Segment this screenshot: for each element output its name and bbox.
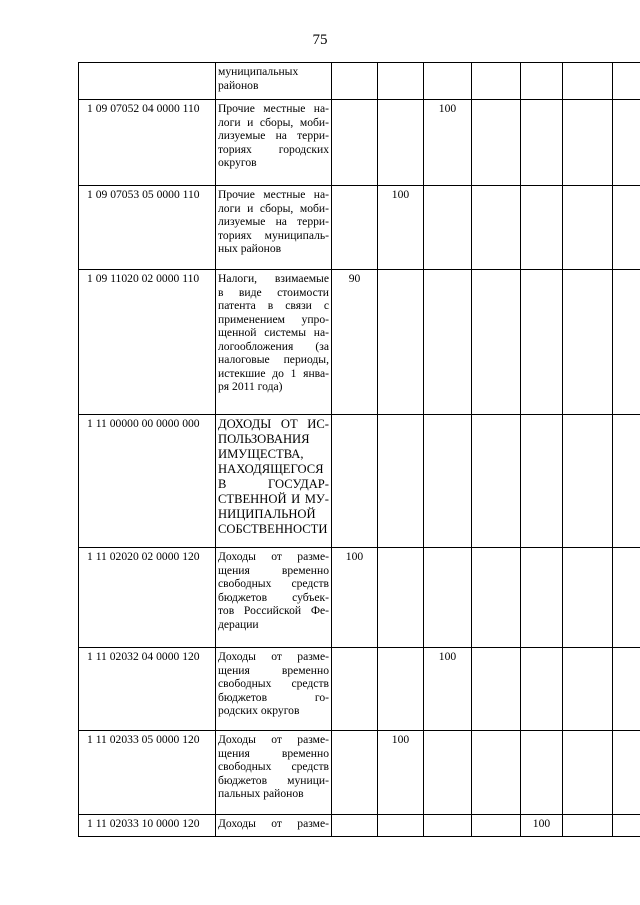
income-description xyxy=(216,548,332,648)
norm-value-cell xyxy=(332,100,378,186)
classification-code: 1 09 07053 05 0000 110 xyxy=(79,186,216,270)
norm-value-cell xyxy=(424,270,472,415)
norm-value-cell xyxy=(563,548,613,648)
description-line: СТВЕННОЙ И МУ- xyxy=(218,492,329,506)
income-description xyxy=(216,100,332,186)
norm-value-cell xyxy=(332,648,378,731)
income-description xyxy=(216,415,332,548)
norm-value-cell xyxy=(472,731,521,815)
table-row xyxy=(79,548,640,648)
page-number: 75 xyxy=(312,32,328,48)
table-row xyxy=(79,415,640,548)
classification-code xyxy=(79,63,216,100)
norm-value-cell xyxy=(613,815,640,837)
norm-value-cell xyxy=(424,63,472,100)
description-line: щения временно xyxy=(218,746,329,760)
description-line: родских округов xyxy=(218,704,300,717)
description-line: в виде стоимости xyxy=(218,285,329,299)
norm-value-cell xyxy=(563,731,613,815)
norm-value-cell: 100 xyxy=(521,815,563,837)
description-line: Доходы от разме- xyxy=(218,650,329,663)
description-line: лизуемые на терри- xyxy=(218,129,329,142)
norm-value-cell xyxy=(563,815,613,837)
description-line: щения временно xyxy=(218,563,329,577)
description-line: Доходы от разме- xyxy=(218,733,329,746)
norm-value-cell xyxy=(378,415,424,548)
description-line: ря 2011 года) xyxy=(218,380,283,393)
description-line: бюджетов субъек- xyxy=(218,590,329,604)
description-line: бюджетов го- xyxy=(218,690,329,704)
description-line: ториях городских xyxy=(218,142,329,156)
norm-value-cell xyxy=(472,415,521,548)
description-line: ПОЛЬЗОВАНИЯ xyxy=(218,432,310,446)
income-description xyxy=(216,815,332,837)
description-line: свободных средств xyxy=(218,760,329,773)
description-line: пальных районов xyxy=(218,787,304,800)
norm-value-cell xyxy=(378,270,424,415)
norm-value-cell xyxy=(613,100,640,186)
description-line: Доходы от разме- xyxy=(218,550,329,563)
norm-value-cell xyxy=(472,186,521,270)
norm-value-cell xyxy=(613,548,640,648)
norm-value-cell xyxy=(521,415,563,548)
norm-value-cell xyxy=(613,63,640,100)
classification-code: 1 11 02020 02 0000 120 xyxy=(79,548,216,648)
norm-value-cell xyxy=(472,63,521,100)
norm-value-cell xyxy=(563,100,613,186)
income-description xyxy=(216,63,332,100)
norm-value-cell: 100 xyxy=(378,731,424,815)
description-line: Прочие местные на- xyxy=(218,102,329,115)
description-line: НАХОДЯЩЕГОСЯ xyxy=(218,462,324,476)
norm-value-cell xyxy=(521,648,563,731)
norm-value-cell xyxy=(378,648,424,731)
classification-code: 1 09 07052 04 0000 110 xyxy=(79,100,216,186)
norm-value-cell xyxy=(332,415,378,548)
description-line: патента в связи с xyxy=(218,299,329,312)
table-row xyxy=(79,63,640,100)
norm-value-cell: 100 xyxy=(424,648,472,731)
description-line: СОБСТВЕННОСТИ xyxy=(218,522,328,536)
norm-value-cell xyxy=(378,63,424,100)
norm-value-cell xyxy=(613,270,640,415)
norm-value-cell xyxy=(332,63,378,100)
norm-value-cell xyxy=(378,548,424,648)
description-line: свободных средств xyxy=(218,677,329,690)
description-line: щения временно xyxy=(218,663,329,677)
description-line: муниципальных xyxy=(218,65,299,78)
classification-code: 1 09 11020 02 0000 110 xyxy=(79,270,216,415)
norm-value-cell xyxy=(378,815,424,837)
description-line: логообложения (за xyxy=(218,339,329,353)
income-description xyxy=(216,186,332,270)
description-line: Доходы от разме- xyxy=(218,817,329,830)
norm-value-cell xyxy=(332,731,378,815)
norm-value-cell xyxy=(521,731,563,815)
norm-value-cell: 90 xyxy=(332,270,378,415)
table-row xyxy=(79,100,640,186)
description-line: тов Российской Фе- xyxy=(218,604,329,617)
norm-value-cell xyxy=(563,186,613,270)
description-line: свободных средств xyxy=(218,577,329,590)
description-line: ных районов xyxy=(218,242,282,255)
norm-value-cell xyxy=(521,270,563,415)
classification-code: 1 11 02032 04 0000 120 xyxy=(79,648,216,731)
description-line: ИМУЩЕСТВА, xyxy=(218,447,304,461)
description-line: В ГОСУДАР- xyxy=(218,477,329,491)
norm-value-cell xyxy=(521,100,563,186)
norm-value-cell xyxy=(563,415,613,548)
norm-value-cell xyxy=(521,548,563,648)
table-row xyxy=(79,815,640,837)
description-line: бюджетов муници- xyxy=(218,773,329,787)
table-row xyxy=(79,270,640,415)
description-line: Прочие местные на- xyxy=(218,188,329,201)
classification-code: 1 11 02033 10 0000 120 xyxy=(79,815,216,837)
norm-value-cell xyxy=(424,415,472,548)
norm-value-cell xyxy=(472,648,521,731)
norm-value-cell xyxy=(563,648,613,731)
description-line: ториях муниципаль- xyxy=(218,228,329,242)
description-line: районов xyxy=(218,78,259,92)
classification-code: 1 11 02033 05 0000 120 xyxy=(79,731,216,815)
norm-value-cell: 100 xyxy=(332,548,378,648)
norm-value-cell xyxy=(613,648,640,731)
norm-value-cell xyxy=(424,186,472,270)
description-line: налоговые периоды, xyxy=(218,353,329,366)
norm-value-cell xyxy=(378,100,424,186)
income-description xyxy=(216,648,332,731)
budget-classification-table xyxy=(78,62,640,837)
description-line: истекшие до 1 янва- xyxy=(218,366,329,380)
norm-value-cell xyxy=(563,63,613,100)
description-line: дерации xyxy=(218,617,259,631)
description-line: округов xyxy=(218,156,257,169)
income-description xyxy=(216,270,332,415)
norm-value-cell xyxy=(521,63,563,100)
norm-value-cell xyxy=(332,815,378,837)
norm-value-cell xyxy=(472,100,521,186)
norm-value-cell xyxy=(613,415,640,548)
norm-value-cell xyxy=(472,548,521,648)
norm-value-cell xyxy=(424,731,472,815)
description-line: Налоги, взимаемые xyxy=(218,272,329,285)
description-line: щенной системы на- xyxy=(218,326,329,339)
description-line: применением упро- xyxy=(218,312,329,326)
table-row xyxy=(79,186,640,270)
description-line: логи и сборы, моби- xyxy=(218,201,329,215)
norm-value-cell xyxy=(472,815,521,837)
description-line: логи и сборы, моби- xyxy=(218,115,329,129)
description-line: лизуемые на терри- xyxy=(218,215,329,228)
norm-value-cell xyxy=(424,815,472,837)
income-description xyxy=(216,731,332,815)
norm-value-cell: 100 xyxy=(378,186,424,270)
norm-value-cell xyxy=(332,186,378,270)
classification-code: 1 11 00000 00 0000 000 xyxy=(79,415,216,548)
norm-value-cell xyxy=(613,731,640,815)
norm-value-cell xyxy=(472,270,521,415)
norm-value-cell xyxy=(521,186,563,270)
table-row xyxy=(79,731,640,815)
norm-value-cell xyxy=(563,270,613,415)
description-line: НИЦИПАЛЬНОЙ xyxy=(218,507,316,521)
description-line: ДОХОДЫ ОТ ИС- xyxy=(218,417,329,431)
table-row xyxy=(79,648,640,731)
norm-value-cell xyxy=(424,548,472,648)
norm-value-cell: 100 xyxy=(424,100,472,186)
norm-value-cell xyxy=(613,186,640,270)
